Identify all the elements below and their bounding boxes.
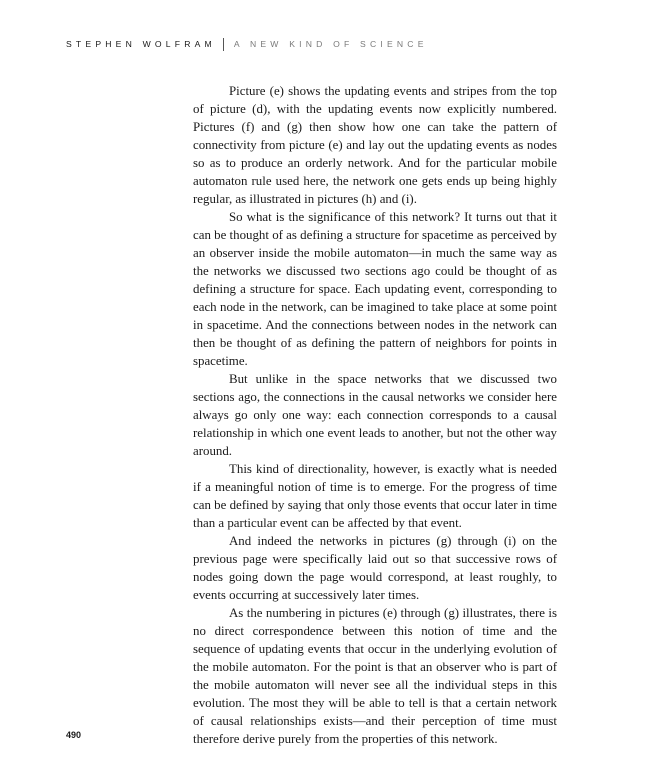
paragraph: As the numbering in pictures (e) through (g) illustrates, there is no direct correspondence between this notion of time and the sequence of updating events that occur in the underlying evolution of the mobile automaton. For the point is that an observer who is part of the mobile automaton will never see all the individual steps in this evolution. The most they will be able to tell is that a certain network of causal relationships exists—and their perception of time must therefore derive purely from the properties of this network. (193, 606, 557, 746)
running-head-divider (223, 38, 224, 51)
paragraph: But unlike in the space networks that we discussed two sections ago, the connections in the causal networks we consider here always go only one way: each connection corresponds to a causal relationship in which one event leads to another, but not the other way around. (193, 372, 557, 458)
paragraph: So what is the significance of this network? It turns out that it can be thought of as defining a structure for spacetime as perceived by an observer inside the mobile automaton—in much the same way as the networks we discussed two sections ago could be thought of as defining a structure for space. Each updating event, corresponding to each node in the network, can be imagined to take place at some point in spacetime. And the connections between nodes in the network can then be thought of as defining the pattern of neighbors for points in spacetime. (193, 210, 557, 368)
running-head-book-title: A NEW KIND OF SCIENCE (233, 39, 428, 49)
paragraph: This kind of directionality, however, is exactly what is needed if a meaningful notion of time is to emerge. For the progress of time can be defined by saying that only those events that occur later in time than a particular event can be affected by that event. (193, 462, 557, 530)
paragraph: Picture (e) shows the updating events and stripes from the top of picture (d), with the updating events now explicitly numbered. Pictures (f) and (g) then show how one can take the pattern of connectivity from picture (e) and lay out the updating events as nodes so as to produce an orderly network. And for the particular mobile automaton rule used here, the network one gets ends up being highly regular, as illustrated in pictures (h) and (i). (193, 84, 557, 206)
body-text (193, 82, 557, 748)
running-head (66, 37, 428, 51)
page-number: 490 (66, 730, 82, 740)
running-head-author: STEPHEN WOLFRAM (66, 39, 216, 49)
paragraph: And indeed the networks in pictures (g) through (i) on the previous page were specifically laid out so that successive rows of nodes going down the page would correspond, at least roughly, to events occurring at successively later times. (193, 534, 557, 602)
